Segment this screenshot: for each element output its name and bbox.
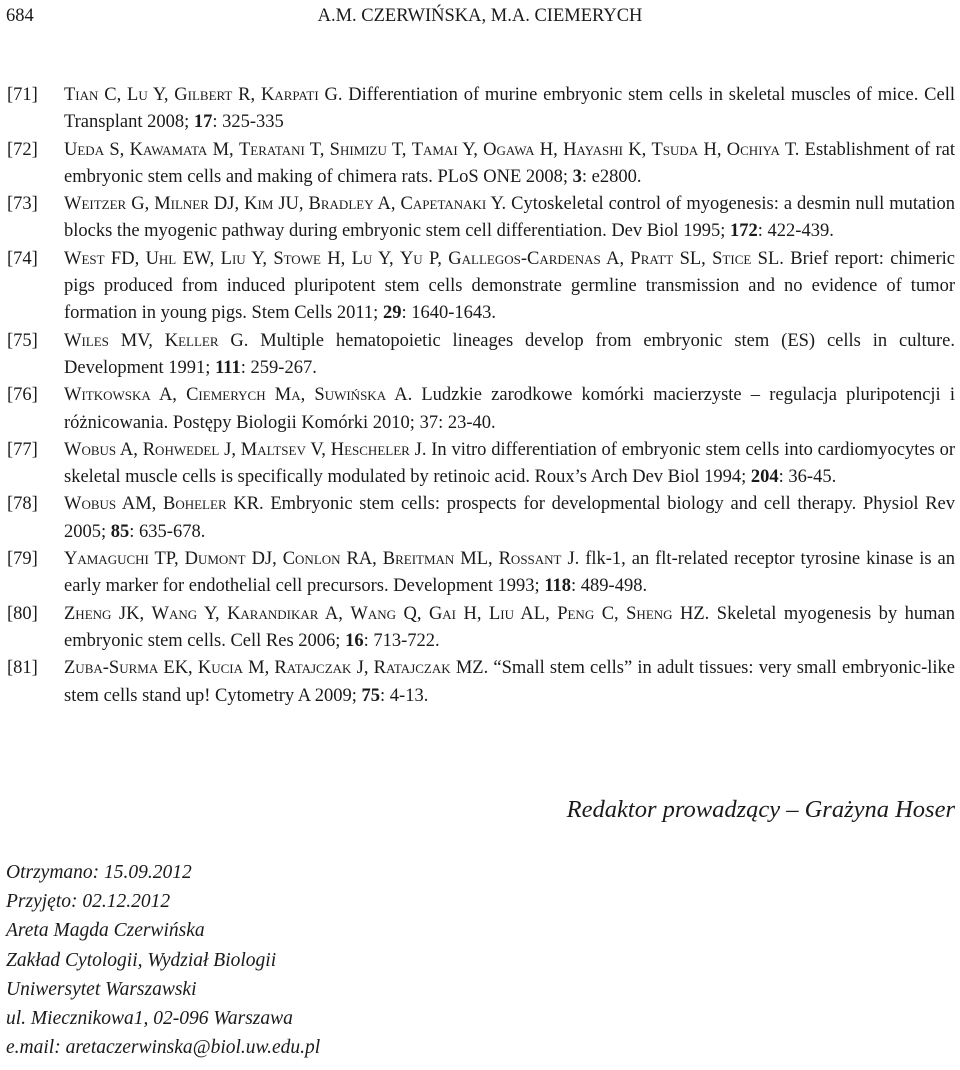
accepted-date: Przyjęto: 02.12.2012 (6, 891, 171, 913)
author-university: Uniwersytet Warszawski (6, 978, 197, 1000)
reference-number: [76] (7, 385, 38, 406)
author-email: e.mail: aretaczerwinska@biol.uw.edu.pl (6, 1037, 321, 1059)
reference-author: Karpati (260, 85, 319, 105)
reference-text: J. flk-1, an flt-related receptor tyrosine kinase is an early marker for endothelial cell precursors. Development 1993; (64, 549, 956, 597)
reference-number: [75] (7, 330, 38, 351)
reference-text: : 1640-1643. (401, 303, 497, 324)
reference-text: : 422-439. (757, 221, 834, 242)
reference-volume: 118 (544, 576, 572, 597)
reference-author: Tamai (411, 139, 458, 160)
reference-author: Liu (220, 248, 246, 269)
received-date: Otrzymano: 15.09.2012 (6, 862, 192, 883)
reference-number: [78] (7, 494, 38, 515)
reference-author: Liu (488, 603, 514, 624)
reference-text: : e2800. (581, 166, 642, 187)
reference-text: FD, (104, 248, 146, 269)
reference-author: Zheng (64, 603, 112, 624)
reference-author: Gilbert (174, 85, 233, 105)
reference-volume: 172 (730, 221, 758, 242)
reference-entry (7, 437, 955, 492)
reference-number: [74] (7, 248, 38, 269)
reference-author: Karandikar (227, 603, 319, 624)
reference-text: J. In vitro differentiation of embryonic stem cells into cardiomyocytes or skeletal muscle cells is specifically modulated by retinoic acid. Roux’s Arch Dev Biol 1994; (64, 439, 955, 488)
page-header (6, 6, 954, 32)
reference-author: Ogawa (483, 139, 535, 160)
reference-volume: 16 (345, 630, 364, 651)
reference-author: Milner (154, 194, 209, 215)
reference-text: A, (600, 248, 631, 269)
reference-text: HZ. Skeletal myogenesis by human embryonic stem cells. Cell Res 2006; (64, 603, 955, 651)
reference-volume: 17 (193, 112, 213, 133)
reference-text: G. Multiple hematopoietic lineages develop from embryonic stem (ES) cells in culture. Development 1991; (64, 330, 955, 378)
reference-text: Y, (147, 85, 175, 105)
reference-text: ML, (454, 549, 499, 570)
reference-author: Rohwedel (142, 439, 220, 460)
reference-text: Y, (457, 139, 484, 160)
reference-author: Peng (557, 603, 595, 624)
author-info-block (6, 858, 320, 1062)
reference-author: Keller (164, 330, 219, 351)
reference-author: Tsuda (651, 139, 699, 160)
reference-author: Zuba-Surma (64, 658, 159, 679)
reference-author: Lu (351, 248, 373, 269)
reference-number: [72] (7, 139, 38, 160)
reference-text: C, (594, 603, 627, 624)
reference-text: H, (534, 139, 564, 160)
reference-text: A, (150, 385, 187, 406)
reference-text: : 4-13. (380, 685, 429, 706)
reference-text: : 713-722. (363, 630, 440, 651)
reference-text: RA, (340, 549, 383, 570)
reference-author: Pratt (630, 248, 674, 269)
reference-list (7, 82, 955, 710)
reference-text: Y, (197, 603, 228, 624)
author-address: ul. Miecznikowa1, 02-096 Warszawa (6, 1008, 293, 1030)
reference-text: R, (232, 85, 261, 105)
reference-text: SL, (673, 248, 713, 269)
reference-text: A, (318, 603, 351, 624)
reference-author: Capetanaki (400, 194, 487, 215)
reference-text: EW, (176, 248, 221, 269)
reference-number: [79] (7, 549, 38, 570)
reference-author: Teratani (238, 139, 305, 160)
reference-text: TP, (148, 549, 185, 570)
reference-text: A. Ludzkie zarodkowe komórki macierzyste – regulacja pluripotencji i różnicowania. Postępy Biologii Komórki 2010; 37: 23-40. (64, 385, 956, 433)
reference-volume: 3 (572, 166, 582, 187)
reference-number: [73] (7, 194, 38, 215)
reference-text: MV, (108, 330, 165, 351)
reference-author: Ochiya (726, 139, 780, 160)
reference-text: A, (373, 194, 401, 215)
reference-entry (7, 546, 955, 601)
running-head-authors: A.M. CZERWIŃSKA, M.A. CIEMERYCH (317, 6, 643, 26)
reference-number: [80] (7, 603, 38, 624)
reference-author: Gallegos-Cardenas (448, 248, 601, 269)
reference-number: [81] (7, 658, 38, 679)
reference-number: [71] (7, 85, 38, 105)
reference-text: M, (207, 139, 239, 160)
reference-entry (7, 191, 955, 246)
reference-author: Kucia (197, 658, 243, 679)
reference-author: Conlon (282, 549, 341, 570)
reference-volume: 204 (750, 467, 779, 488)
reference-text: C, (98, 85, 128, 105)
reference-author: Ratajczak (373, 658, 451, 679)
reference-volume: 75 (361, 685, 381, 706)
reference-author: Yamaguchi (64, 549, 149, 570)
reference-number: [77] (7, 439, 38, 460)
reference-text: S, (104, 139, 130, 160)
reference-author: Rossant (498, 549, 562, 570)
reference-author: Gai (428, 603, 457, 624)
reference-entry (7, 382, 955, 437)
reference-author: Stice (712, 248, 752, 269)
reference-author: Hescheler (330, 439, 410, 460)
reference-author: Breitman (382, 549, 455, 570)
reference-author: Wobus (64, 494, 117, 515)
reference-author: Suwińska (314, 385, 387, 406)
page-number: 684 (6, 6, 34, 26)
reference-author: Kawamata (129, 139, 208, 160)
reference-text: SL. Brief report: chimeric pigs produced from induced pluripotent stem cells demonstrate germline transmission and no evidence of tumor formation in young pigs. Stem Cells 2011; (64, 248, 955, 324)
reference-author: Tian (64, 85, 99, 105)
reference-text: DJ, (245, 549, 283, 570)
reference-author: Witkowska (64, 385, 151, 406)
reference-author: West (64, 248, 105, 269)
reference-text: : 489-498. (571, 576, 648, 597)
reference-author: Wiles (64, 330, 109, 351)
reference-volume: 85 (110, 521, 130, 542)
reference-author: Weitzer (64, 194, 127, 215)
reference-author: Maltsev (240, 439, 306, 460)
reference-text: J, (351, 658, 374, 679)
author-department: Zakład Cytologii, Wydział Biologii (6, 949, 277, 971)
reference-text: : 635-678. (129, 521, 206, 542)
reference-entry (7, 328, 955, 383)
reference-entry (7, 137, 955, 192)
reference-entry (7, 82, 955, 137)
reference-author: Uhl (145, 248, 177, 269)
reference-text: : 325-335 (212, 112, 284, 133)
reference-entry (7, 655, 955, 710)
reference-text: K, (622, 139, 652, 160)
reference-text: AM, (116, 494, 163, 515)
reference-text: Y, (245, 248, 274, 269)
editor-note: Redaktor prowadzący – Grażyna Hoser (566, 796, 955, 823)
reference-author: Dumont (184, 549, 246, 570)
reference-text: M, (243, 658, 275, 679)
reference-text: EK, (158, 658, 198, 679)
reference-author: Ueda (64, 139, 105, 160)
reference-entry (7, 491, 955, 546)
reference-text: A, (116, 439, 143, 460)
reference-text: G, (126, 194, 155, 215)
reference-author: Ciemerych Ma (186, 385, 301, 406)
reference-author: Wang (151, 603, 198, 624)
reference-text: P, (422, 248, 449, 269)
reference-text: : 36-45. (778, 467, 837, 488)
reference-text: T, (304, 139, 330, 160)
reference-text: MZ. “Small stem cells” in adult tissues: very small embryonic-like stem cells stand up! Cytometry A 2009; (64, 658, 956, 706)
reference-volume: 29 (382, 303, 402, 324)
reference-text: H, (320, 248, 352, 269)
reference-text: KR. Embryonic stem cells: prospects for developmental biology and cell therapy. Physiol Rev 2005; (64, 494, 955, 542)
author-name: Areta Magda Czerwińska (6, 920, 205, 942)
reference-author: Hayashi (563, 139, 623, 160)
reference-text: Y. Cytoskeletal control of myogenesis: a desmin null mutation blocks the myogenic pathway during embryonic stem cell differentiation. Dev Biol 1995; (64, 194, 956, 242)
reference-text: V, (305, 439, 331, 460)
reference-text: J, (219, 439, 241, 460)
reference-text: DJ, (208, 194, 245, 215)
reference-text: G. Differentiation of murine embryonic stem cells in skeletal muscles of mice. Cell Transplant 2008; (64, 85, 955, 133)
reference-text: H, (456, 603, 489, 624)
reference-text: JU, (273, 194, 309, 215)
reference-text: Q, (396, 603, 429, 624)
reference-author: Ratajczak (274, 658, 352, 679)
reference-author: Boheler (163, 494, 227, 515)
reference-author: Bradley (308, 194, 374, 215)
reference-author: Kim (244, 194, 274, 215)
reference-author: Sheng (626, 603, 673, 624)
reference-author: Wobus (64, 439, 117, 460)
reference-author: Shimizu (329, 139, 387, 160)
reference-entry (7, 601, 955, 656)
reference-author: Stowe (273, 248, 321, 269)
reference-text: : 259-267. (240, 357, 317, 378)
reference-author: Lu (127, 85, 148, 105)
reference-text: H, (698, 139, 727, 160)
reference-text: Y, (372, 248, 400, 269)
reference-author: Wang (350, 603, 396, 624)
reference-volume: 111 (215, 357, 241, 378)
reference-author: Yu (399, 248, 423, 269)
reference-entry (7, 246, 955, 328)
reference-text: AL, (513, 603, 558, 624)
reference-text: T. Establishment of rat embryonic stem cells and making of chimera rats. PLoS ONE 2008; (64, 139, 955, 187)
reference-text: T, (386, 139, 412, 160)
reference-text: , (300, 385, 315, 406)
reference-text: JK, (111, 603, 152, 624)
